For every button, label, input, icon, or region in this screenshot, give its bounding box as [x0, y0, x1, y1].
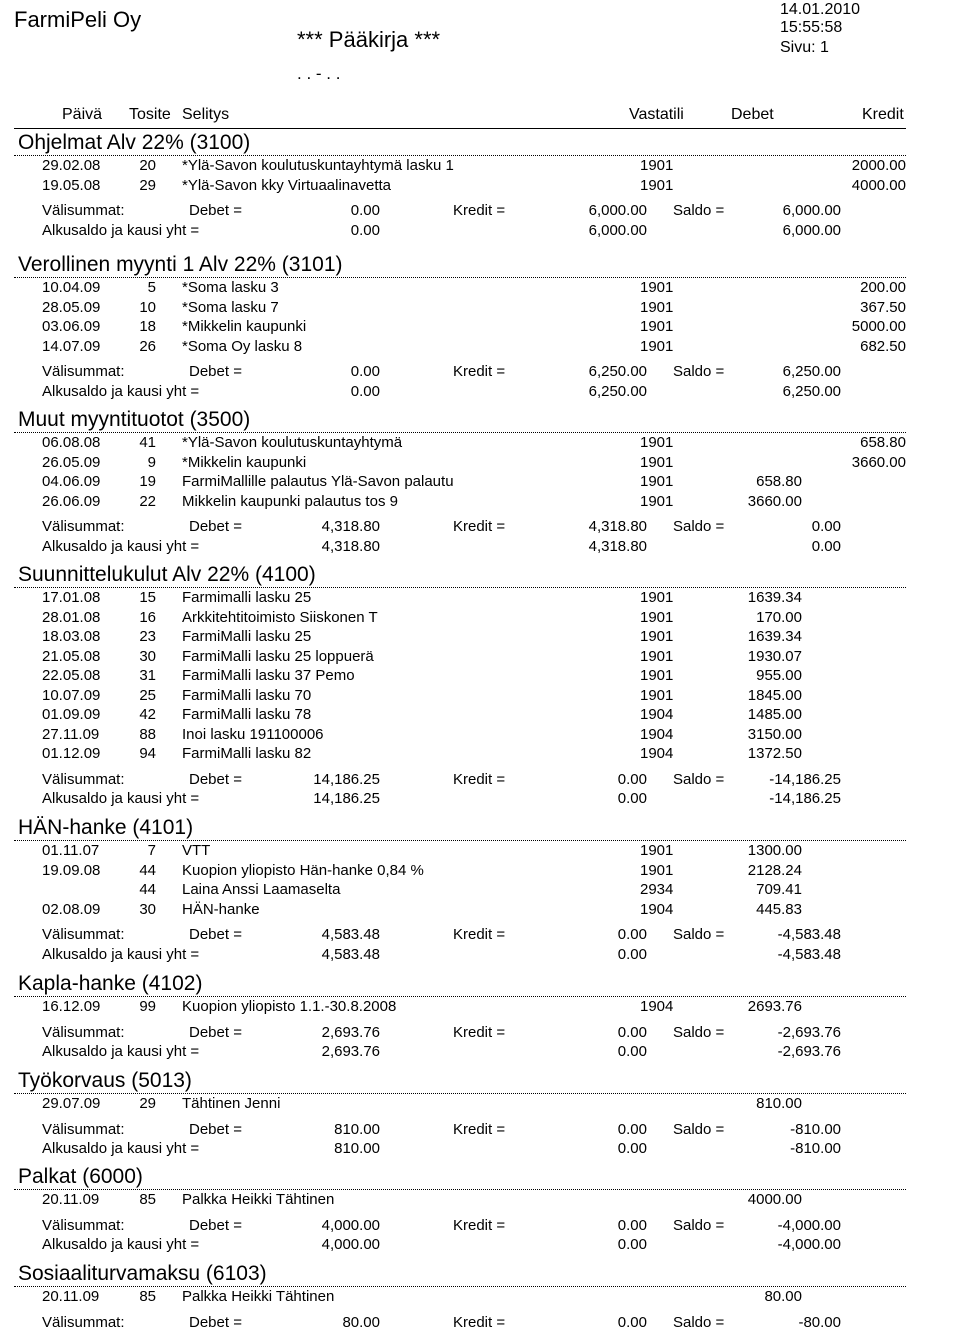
subtotal-label: Välisummat: [42, 202, 125, 219]
row-date: 21.05.08 [42, 647, 101, 665]
section-rule [14, 155, 906, 156]
row-date: 17.01.08 [42, 589, 101, 606]
section-title: Muut myyntituotot (3500) [18, 408, 251, 431]
col-header-credit: Kredit [862, 106, 904, 123]
subtotal-debit-label: Debet = [189, 1313, 242, 1331]
row-description: FarmiMalli lasku 25 loppuerä [182, 647, 374, 665]
opening-debit: 14,186.25 [313, 790, 380, 807]
row-date: 29.02.08 [42, 157, 101, 174]
row-description: HÄN-hanke [182, 900, 260, 918]
header-rule [14, 128, 906, 129]
subtotal-label: Välisummat: [42, 926, 125, 943]
row-description: VTT [182, 842, 211, 859]
subtotal-credit-label: Kredit = [453, 363, 506, 380]
row-debit: 2693.76 [747, 998, 802, 1015]
opening-credit: 0.00 [617, 1140, 647, 1157]
section-title: Verollinen myynti 1 Alv 22% (3101) [18, 253, 343, 276]
row-contra: 1901 [640, 434, 674, 451]
row-voucher: 10 [139, 298, 156, 316]
section-rule [14, 1189, 906, 1190]
row-date: 19.05.08 [42, 176, 101, 194]
opening-debit: 810.00 [334, 1140, 380, 1157]
row-contra: 1901 [640, 157, 674, 174]
row-contra: 1901 [640, 647, 674, 665]
row-voucher: 19 [139, 473, 156, 490]
col-header-contra: Vastatili [629, 106, 684, 123]
row-voucher: 26 [139, 337, 156, 355]
row-date: 28.05.09 [42, 298, 101, 316]
subtotal-credit-label: Kredit = [453, 1120, 506, 1138]
section-rule [14, 432, 906, 433]
col-header-description: Selitys [182, 106, 230, 123]
row-date: 01.09.09 [42, 706, 101, 723]
opening-label: Alkusaldo ja kausi yht = [42, 790, 200, 807]
row-debit: 1485.00 [747, 706, 802, 723]
row-description: FarmiMalli lasku 70 [182, 686, 312, 704]
subtotal-credit: 0.00 [617, 926, 647, 943]
row-contra: 1901 [640, 279, 674, 296]
row-voucher: 44 [139, 861, 156, 879]
row-debit: 1372.50 [747, 745, 802, 762]
row-voucher: 85 [139, 1191, 156, 1208]
subtotal-balance-label: Saldo = [673, 202, 725, 219]
subtotal-label: Välisummat: [42, 1216, 125, 1234]
row-date: 03.06.09 [42, 318, 101, 335]
subtotal-debit: 4,583.48 [321, 926, 380, 943]
row-voucher: 5 [147, 279, 156, 296]
subtotal-label: Välisummat: [42, 363, 125, 380]
row-date: 02.08.09 [42, 900, 101, 918]
row-description: Tähtinen Jenni [182, 1095, 281, 1112]
opening-balance: 6,000.00 [782, 221, 841, 239]
row-date: 14.07.09 [42, 337, 101, 355]
row-description: Inoi lasku 191100006 [182, 725, 324, 743]
company-name: FarmiPeli Oy [14, 7, 142, 32]
row-voucher: 31 [139, 667, 156, 684]
row-voucher: 85 [139, 1288, 156, 1305]
row-voucher: 9 [147, 453, 156, 471]
row-voucher: 29 [139, 176, 156, 194]
row-debit: 1639.34 [747, 628, 802, 645]
subtotal-credit: 0.00 [617, 1313, 647, 1331]
opening-credit: 0.00 [617, 790, 647, 807]
row-date: 01.11.07 [42, 842, 100, 859]
opening-balance: -810.00 [790, 1140, 841, 1157]
row-date: 10.07.09 [42, 686, 101, 704]
section-rule [14, 1093, 906, 1094]
row-credit: 200.00 [860, 279, 906, 296]
row-voucher: 15 [139, 589, 156, 606]
section-title: Palkat (6000) [18, 1165, 143, 1188]
row-date: 20.11.09 [42, 1288, 100, 1305]
subtotal-credit-label: Kredit = [453, 1313, 506, 1331]
row-date: 20.11.09 [42, 1191, 100, 1208]
row-credit: 5000.00 [851, 318, 906, 335]
row-description: *Ylä-Savon kky Virtuaalinavetta [182, 176, 392, 194]
row-date: 29.07.09 [42, 1095, 101, 1112]
subtotal-balance-label: Saldo = [673, 1023, 725, 1041]
opening-credit: 6,000.00 [588, 221, 647, 239]
section-rule [14, 277, 906, 278]
row-description: Palkka Heikki Tähtinen [182, 1191, 335, 1208]
subtotal-balance-label: Saldo = [673, 770, 725, 788]
row-debit: 4000.00 [747, 1191, 802, 1208]
row-debit: 170.00 [756, 608, 802, 626]
row-debit: 709.41 [756, 881, 802, 898]
section-rule [14, 587, 906, 588]
row-contra: 1901 [640, 492, 674, 510]
opening-credit: 0.00 [617, 1236, 647, 1253]
row-voucher: 22 [139, 492, 156, 510]
row-description: Kuopion yliopisto 1.1.-30.8.2008 [182, 998, 397, 1015]
opening-debit: 2,693.76 [321, 1043, 380, 1060]
subtotal-debit: 4,318.80 [321, 518, 380, 535]
row-voucher: 44 [139, 881, 156, 898]
row-date: 26.05.09 [42, 453, 101, 471]
subtotal-balance-label: Saldo = [673, 926, 725, 943]
opening-label: Alkusaldo ja kausi yht = [42, 382, 200, 400]
opening-balance: 0.00 [811, 537, 841, 555]
opening-balance: -14,186.25 [769, 790, 841, 807]
opening-credit: 0.00 [617, 1043, 647, 1060]
print-date: 14.01.2010 [780, 1, 861, 18]
row-date: 26.06.09 [42, 492, 101, 510]
row-debit: 810.00 [756, 1095, 802, 1112]
subtotal-label: Välisummat: [42, 1120, 125, 1138]
opening-balance: -4,000.00 [777, 1236, 841, 1253]
row-debit: 955.00 [756, 667, 802, 684]
row-description: Mikkelin kaupunki palautus tos 9 [182, 492, 398, 510]
subtotal-balance: -4,000.00 [777, 1216, 841, 1234]
subtotal-balance-label: Saldo = [673, 1120, 725, 1138]
subtotal-credit-label: Kredit = [453, 1023, 506, 1041]
row-date: 27.11.09 [42, 725, 100, 743]
row-date: 16.12.09 [42, 998, 101, 1015]
row-voucher: 41 [139, 434, 156, 451]
subtotal-debit: 4,000.00 [321, 1216, 380, 1234]
row-debit: 2128.24 [747, 861, 802, 879]
row-date: 01.12.09 [42, 745, 101, 762]
subtotal-balance: 6,000.00 [782, 202, 841, 219]
col-header-debit: Debet [731, 106, 774, 123]
row-contra: 1904 [640, 998, 674, 1015]
row-voucher: 30 [139, 900, 156, 918]
section-title: Kapla-hanke (4102) [18, 972, 203, 995]
opening-debit: 0.00 [350, 221, 380, 239]
row-date: 22.05.08 [42, 667, 101, 684]
col-header-voucher: Tosite [129, 106, 171, 123]
subtotal-debit: 80.00 [342, 1313, 380, 1331]
subtotal-credit-label: Kredit = [453, 1216, 506, 1234]
opening-label: Alkusaldo ja kausi yht = [42, 221, 200, 239]
row-contra: 1901 [640, 589, 674, 606]
subtotal-debit: 810.00 [334, 1120, 380, 1138]
subtotal-credit: 0.00 [617, 770, 647, 788]
section-title: Ohjelmat Alv 22% (3100) [18, 131, 251, 154]
opening-debit: 4,000.00 [321, 1236, 380, 1253]
row-date: 04.06.09 [42, 473, 101, 490]
subtotal-balance: -80.00 [798, 1313, 841, 1331]
subtotal-debit: 0.00 [350, 363, 380, 380]
row-date: 10.04.09 [42, 279, 101, 296]
row-description: FarmiMalli lasku 25 [182, 628, 312, 645]
subtotal-credit-label: Kredit = [453, 202, 506, 219]
subtotal-credit: 0.00 [617, 1120, 647, 1138]
row-debit: 80.00 [764, 1288, 802, 1305]
subtotal-debit-label: Debet = [189, 1120, 242, 1138]
row-voucher: 99 [139, 998, 156, 1015]
subtotal-credit-label: Kredit = [453, 518, 506, 535]
row-voucher: 29 [139, 1095, 156, 1112]
row-debit: 1300.00 [747, 842, 802, 859]
page-number: Sivu: 1 [780, 39, 829, 56]
section-title: Työkorvaus (5013) [18, 1069, 192, 1092]
row-voucher: 94 [139, 745, 156, 762]
subtotal-credit-label: Kredit = [453, 770, 506, 788]
row-voucher: 88 [139, 725, 156, 743]
subtotal-balance-label: Saldo = [673, 1216, 725, 1234]
row-contra: 2934 [640, 881, 674, 898]
subtotal-debit: 0.00 [350, 202, 380, 219]
row-contra: 1901 [640, 453, 674, 471]
row-debit: 3150.00 [747, 725, 802, 743]
row-voucher: 23 [139, 628, 156, 645]
row-debit: 1845.00 [747, 686, 802, 704]
row-description: Laina Anssi Laamaselta [182, 881, 341, 898]
subtotal-debit: 14,186.25 [313, 770, 380, 788]
row-description: *Ylä-Savon koulutuskuntayhtymä [182, 434, 403, 451]
report-subtitle: . . - . . [297, 64, 341, 83]
row-debit: 3660.00 [747, 492, 802, 510]
row-contra: 1901 [640, 861, 674, 879]
print-time: 15:55:58 [780, 19, 843, 36]
row-description: *Mikkelin kaupunki [182, 318, 307, 335]
row-description: FarmiMalli lasku 82 [182, 745, 312, 762]
subtotal-credit: 4,318.80 [588, 518, 647, 535]
section-title: Suunnittelukulut Alv 22% (4100) [18, 563, 316, 586]
row-date: 06.08.08 [42, 434, 101, 451]
row-debit: 1639.34 [747, 589, 802, 606]
row-description: FarmiMalli lasku 37 Pemo [182, 667, 355, 684]
row-debit: 1930.07 [747, 647, 802, 665]
row-contra: 1904 [640, 706, 674, 723]
row-debit: 658.80 [756, 473, 802, 490]
row-credit: 2000.00 [851, 157, 906, 174]
row-debit: 445.83 [756, 900, 802, 918]
row-contra: 1901 [640, 686, 674, 704]
subtotal-credit: 6,000.00 [588, 202, 647, 219]
row-description: Arkkitehtitoimisto Siiskonen T [182, 608, 378, 626]
row-voucher: 18 [139, 318, 156, 335]
row-contra: 1901 [640, 473, 674, 490]
opening-credit: 6,250.00 [588, 382, 647, 400]
opening-debit: 4,583.48 [321, 945, 380, 963]
subtotal-label: Välisummat: [42, 518, 125, 535]
subtotal-label: Välisummat: [42, 1023, 125, 1041]
row-date: 18.03.08 [42, 628, 101, 645]
subtotal-credit-label: Kredit = [453, 926, 506, 943]
row-contra: 1901 [640, 318, 674, 335]
subtotal-credit: 0.00 [617, 1023, 647, 1041]
row-contra: 1904 [640, 900, 674, 918]
subtotal-balance-label: Saldo = [673, 363, 725, 380]
row-voucher: 25 [139, 686, 156, 704]
opening-label: Alkusaldo ja kausi yht = [42, 1140, 200, 1157]
row-contra: 1901 [640, 337, 674, 355]
subtotal-balance: -810.00 [790, 1120, 841, 1138]
row-description: *Mikkelin kaupunki [182, 453, 307, 471]
subtotal-debit-label: Debet = [189, 518, 242, 535]
row-description: FarmiMalli lasku 78 [182, 706, 312, 723]
row-description: *Soma lasku 3 [182, 279, 279, 296]
row-contra: 1901 [640, 667, 674, 684]
subtotal-debit-label: Debet = [189, 1216, 242, 1234]
row-description: *Soma Oy lasku 8 [182, 337, 303, 355]
row-contra: 1904 [640, 745, 674, 762]
row-date: 28.01.08 [42, 608, 101, 626]
subtotal-debit-label: Debet = [189, 926, 242, 943]
subtotal-credit: 6,250.00 [588, 363, 647, 380]
opening-balance: -2,693.76 [777, 1043, 841, 1060]
row-description: Kuopion yliopisto Hän-hanke 0,84 % [182, 861, 424, 879]
opening-label: Alkusaldo ja kausi yht = [42, 945, 200, 963]
subtotal-debit-label: Debet = [189, 202, 242, 219]
row-contra: 1901 [640, 608, 674, 626]
row-credit: 3660.00 [851, 453, 906, 471]
row-date: 19.09.08 [42, 861, 101, 879]
opening-label: Alkusaldo ja kausi yht = [42, 537, 200, 555]
report-title: *** Pääkirja *** [297, 27, 441, 52]
row-contra: 1901 [640, 176, 674, 194]
section-title: Sosiaaliturvamaksu (6103) [18, 1262, 267, 1285]
subtotal-debit-label: Debet = [189, 770, 242, 788]
subtotal-balance: 0.00 [811, 518, 841, 535]
section-rule [14, 1286, 906, 1287]
subtotal-debit-label: Debet = [189, 1023, 242, 1041]
opening-balance: -4,583.48 [777, 945, 841, 963]
subtotal-balance: -14,186.25 [769, 770, 841, 788]
row-credit: 367.50 [860, 298, 906, 316]
subtotal-balance-label: Saldo = [673, 1313, 725, 1331]
opening-credit: 4,318.80 [588, 537, 647, 555]
row-voucher: 20 [139, 157, 156, 174]
row-contra: 1901 [640, 298, 674, 316]
subtotal-debit-label: Debet = [189, 363, 242, 380]
opening-debit: 0.00 [350, 382, 380, 400]
opening-label: Alkusaldo ja kausi yht = [42, 1236, 200, 1253]
row-contra: 1901 [640, 628, 674, 645]
section-rule [14, 840, 906, 841]
subtotal-balance: 6,250.00 [782, 363, 841, 380]
subtotal-debit: 2,693.76 [321, 1023, 380, 1041]
opening-credit: 0.00 [617, 945, 647, 963]
section-rule [14, 996, 906, 997]
row-voucher: 16 [139, 608, 156, 626]
subtotal-credit: 0.00 [617, 1216, 647, 1234]
row-credit: 682.50 [860, 337, 906, 355]
col-header-date: Päivä [62, 106, 103, 123]
row-description: Palkka Heikki Tähtinen [182, 1288, 335, 1305]
row-contra: 1901 [640, 842, 674, 859]
opening-balance: 6,250.00 [782, 382, 841, 400]
row-voucher: 42 [139, 706, 156, 723]
subtotal-label: Välisummat: [42, 1313, 125, 1331]
opening-debit: 4,318.80 [321, 537, 380, 555]
opening-label: Alkusaldo ja kausi yht = [42, 1043, 200, 1060]
row-description: Farmimalli lasku 25 [182, 589, 312, 606]
row-voucher: 7 [147, 842, 156, 859]
subtotal-label: Välisummat: [42, 770, 125, 788]
section-title: HÄN-hanke (4101) [18, 816, 194, 839]
subtotal-balance: -4,583.48 [777, 926, 841, 943]
subtotal-balance-label: Saldo = [673, 518, 725, 535]
row-description: *Soma lasku 7 [182, 298, 279, 316]
row-credit: 4000.00 [851, 176, 906, 194]
subtotal-balance: -2,693.76 [777, 1023, 841, 1041]
row-description: *Ylä-Savon koulutuskuntayhtymä lasku 1 [182, 157, 454, 174]
row-contra: 1904 [640, 725, 674, 743]
row-credit: 658.80 [860, 434, 906, 451]
row-description: FarmiMallille palautus Ylä-Savon palautu [182, 473, 454, 490]
row-voucher: 30 [139, 647, 156, 665]
